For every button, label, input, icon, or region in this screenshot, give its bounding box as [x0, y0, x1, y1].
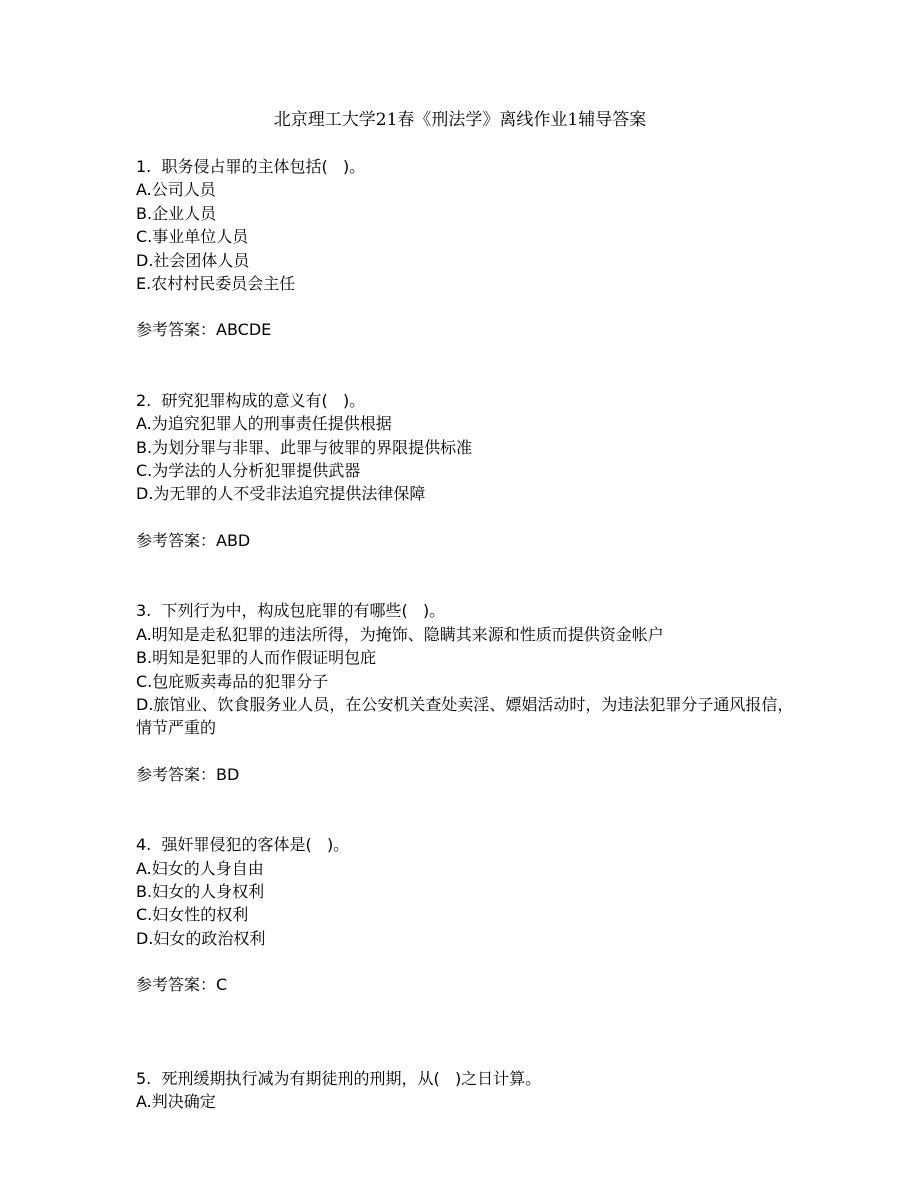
- spacer: [136, 786, 836, 833]
- question-stem: 4. 强奸罪侵犯的客体是( )。: [136, 835, 350, 855]
- option-a: A.公司人员: [136, 180, 216, 200]
- question-stem: 2. 研究犯罪构成的意义有( )。: [136, 390, 366, 410]
- document-title: 北京理工大学21春《刑法学》离线作业1辅导答案: [273, 110, 647, 130]
- option-b: B.妇女的人身权利: [136, 881, 265, 901]
- option-c: C.事业单位人员: [136, 227, 249, 247]
- question-4: [136, 833, 836, 996]
- question-stem: 3. 下列行为中，构成包庇罪的有哪些( )。: [136, 601, 446, 621]
- reference-answer: 参考答案：ABD: [136, 530, 251, 550]
- option-e: E.农村村民委员会主任: [136, 274, 296, 294]
- spacer: [136, 342, 836, 389]
- question-3: [136, 599, 836, 786]
- question-stem: 1. 职务侵占罪的主体包括( )。: [136, 157, 366, 176]
- option-b: B.为划分罪与非罪、此罪与彼罪的界限提供标准: [136, 437, 473, 457]
- question-1: [136, 155, 836, 342]
- option-c: C.妇女性的权利: [136, 905, 249, 925]
- spacer: [136, 997, 836, 1067]
- option-b: B.明知是犯罪的人而作假证明包庇: [136, 648, 377, 668]
- option-a: A.明知是走私犯罪的违法所得，为掩饰、隐瞒其来源和性质而提供资金帐户: [136, 624, 664, 644]
- question-2: [136, 389, 836, 552]
- question-stem: 5. 死刑缓期执行减为有期徒刑的刑期，从( )之日计算。: [136, 1068, 542, 1088]
- option-b: B.企业人员: [136, 203, 217, 223]
- option-a: A.为追究犯罪人的刑事责任提供根据: [136, 414, 392, 434]
- option-d: D.为无罪的人不受非法追究提供法律保障: [136, 484, 426, 504]
- reference-answer: 参考答案：C: [136, 975, 228, 995]
- reference-answer: 参考答案：BD: [136, 764, 240, 784]
- option-a: A.妇女的人身自由: [136, 858, 264, 878]
- option-c: C.包庇贩卖毒品的犯罪分子: [136, 671, 329, 691]
- option-c: C.为学法的人分析犯罪提供武器: [136, 461, 361, 481]
- option-d: D.妇女的政治权利: [136, 928, 266, 948]
- question-list: [136, 155, 836, 1113]
- question-5: [136, 1067, 836, 1114]
- option-a: A.判决确定: [136, 1091, 216, 1111]
- spacer: [136, 552, 836, 599]
- option-d: D.社会团体人员: [136, 250, 250, 270]
- reference-answer: 参考答案：ABCDE: [136, 320, 272, 340]
- option-d: D.旅馆业、饮食服务业人员，在公安机关查处卖淫、嫖娼活动时，为违法犯罪分子通风报信，情节严重的: [136, 694, 794, 738]
